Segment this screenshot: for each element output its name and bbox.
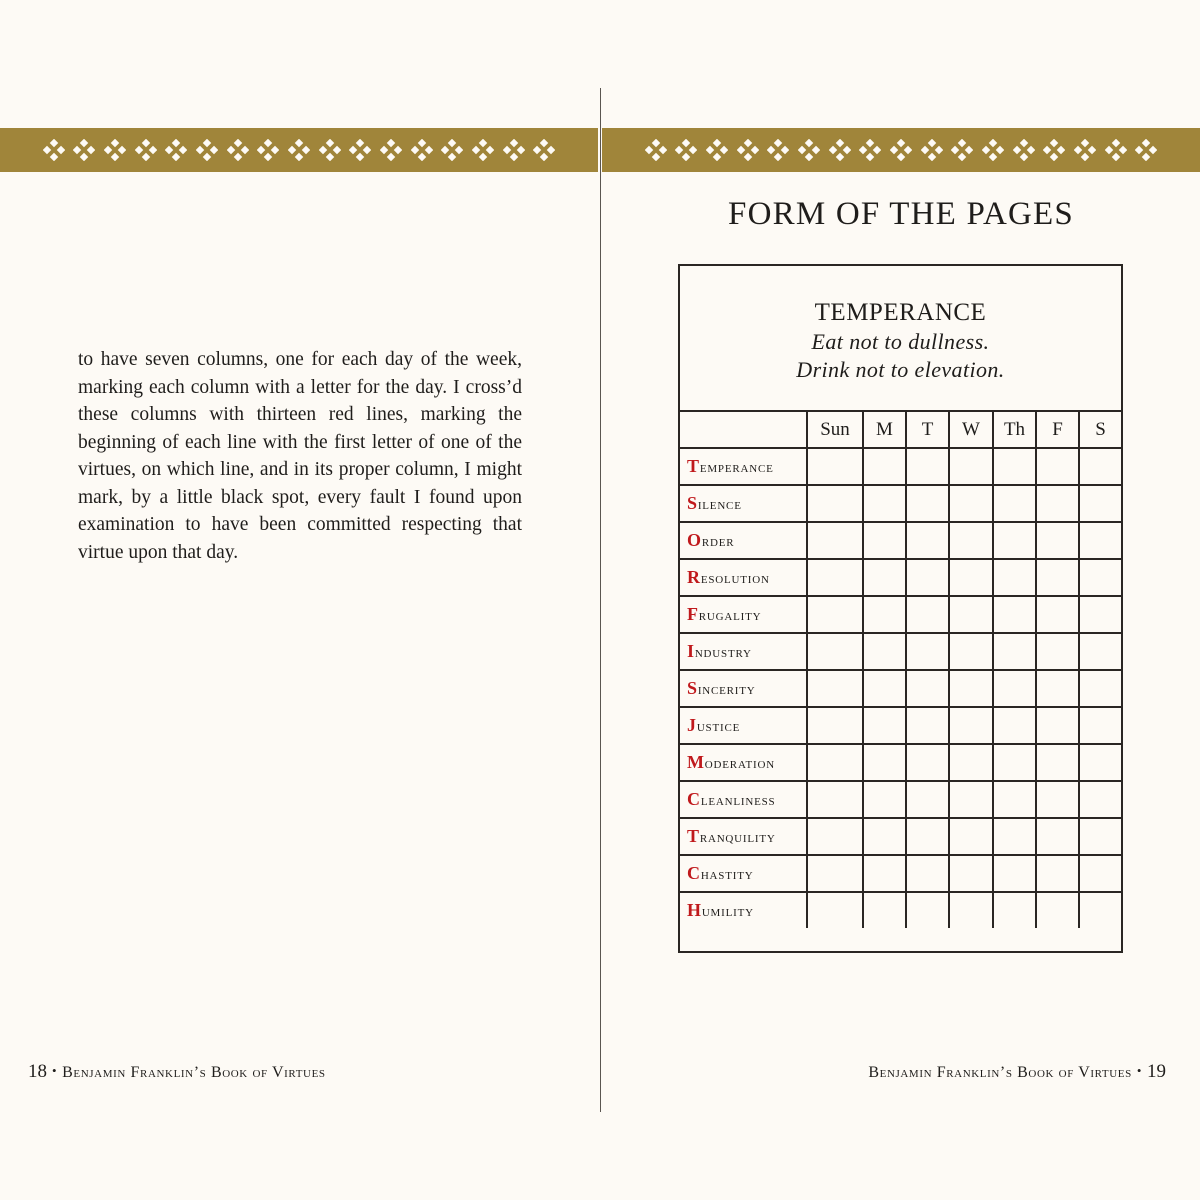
day-header: F <box>1036 412 1079 448</box>
day-header: W <box>949 412 993 448</box>
quatrefoil-diamond-icon <box>890 139 912 161</box>
quatrefoil-diamond-icon <box>73 139 95 161</box>
virtue-label <box>680 892 807 928</box>
virtue-name-rest: leanliness <box>700 792 776 809</box>
virtue-row <box>680 485 1121 522</box>
virtue-label <box>680 781 807 818</box>
mark-cell <box>993 670 1036 707</box>
mark-cell <box>906 485 949 522</box>
mark-cell <box>807 707 863 744</box>
mark-cell <box>993 818 1036 855</box>
mark-cell <box>1079 855 1121 892</box>
mark-cell <box>1036 559 1079 596</box>
mark-cell <box>906 781 949 818</box>
virtue-initial: J <box>687 715 697 735</box>
day-header: Sun <box>807 412 863 448</box>
quatrefoil-diamond-icon <box>675 139 697 161</box>
mark-cell <box>1036 448 1079 485</box>
virtue-initial: I <box>687 641 695 661</box>
mark-cell <box>906 448 949 485</box>
quatrefoil-diamond-icon <box>829 139 851 161</box>
mark-cell <box>1079 596 1121 633</box>
mark-cell <box>949 818 993 855</box>
virtue-row <box>680 707 1121 744</box>
mark-cell <box>1036 818 1079 855</box>
mark-cell <box>949 892 993 928</box>
ornament-band-left <box>0 128 598 172</box>
page-title: FORM OF THE PAGES <box>728 196 1074 232</box>
mark-cell <box>807 485 863 522</box>
virtue-initial: T <box>687 826 700 846</box>
virtue-initial: S <box>687 493 698 513</box>
mark-cell <box>993 559 1036 596</box>
mark-cell <box>1036 522 1079 559</box>
chart-heading-box <box>680 266 1121 412</box>
mark-cell <box>906 596 949 633</box>
virtue-initial: F <box>687 604 699 624</box>
running-title: Benjamin Franklin’s Book of Virtues <box>62 1064 326 1081</box>
ornament-band-right <box>602 128 1200 172</box>
mark-cell <box>807 855 863 892</box>
mark-cell <box>1079 448 1121 485</box>
virtue-initial: H <box>687 900 702 920</box>
quatrefoil-diamond-icon <box>257 139 279 161</box>
mark-cell <box>949 707 993 744</box>
virtue-name-rest: rder <box>701 533 735 550</box>
page-number: 19 <box>1147 1061 1166 1082</box>
mark-cell <box>949 559 993 596</box>
virtue-name-rest: rugality <box>698 607 762 624</box>
virtue-initial: O <box>687 530 702 550</box>
virtue-label <box>680 707 807 744</box>
quatrefoil-diamond-icon <box>104 139 126 161</box>
virtue-label <box>680 596 807 633</box>
virtue-initial: S <box>687 678 698 698</box>
virtue-initial: C <box>687 789 701 809</box>
mark-cell <box>906 559 949 596</box>
mark-cell <box>807 892 863 928</box>
quatrefoil-diamond-icon <box>43 139 65 161</box>
bullet-separator: • <box>52 1063 58 1078</box>
mark-cell <box>1036 485 1079 522</box>
mark-cell <box>993 781 1036 818</box>
quatrefoil-diamond-icon <box>349 139 371 161</box>
mark-cell <box>1079 485 1121 522</box>
mark-cell <box>906 707 949 744</box>
mark-cell <box>863 670 906 707</box>
mark-cell <box>993 448 1036 485</box>
mark-cell <box>863 707 906 744</box>
virtue-label <box>680 818 807 855</box>
virtue-row <box>680 818 1121 855</box>
mark-cell <box>863 448 906 485</box>
mark-cell <box>807 596 863 633</box>
body-paragraph: to have seven columns, one for each day of the week, marking each column with a letter for the day. I cross’d these columns with thirteen red lines, marking the beginning of each line with the first letter of one of the virtues, on which line, and in its proper column, I might mark, by a little black spot, every fault I found upon examination to have been committed respecting that virtue upon that day. <box>78 349 522 563</box>
quatrefoil-diamond-icon <box>441 139 463 161</box>
mark-cell <box>906 522 949 559</box>
corner-cell <box>680 412 807 448</box>
virtue-row <box>680 559 1121 596</box>
mark-cell <box>863 855 906 892</box>
mark-cell <box>949 855 993 892</box>
virtue-row <box>680 670 1121 707</box>
day-header: M <box>863 412 906 448</box>
mark-cell <box>807 448 863 485</box>
mark-cell <box>949 633 993 670</box>
mark-cell <box>993 633 1036 670</box>
mark-cell <box>807 522 863 559</box>
chart-motto-line: Drink not to elevation. <box>796 357 1005 382</box>
mark-cell <box>993 707 1036 744</box>
mark-cell <box>906 892 949 928</box>
virtue-label <box>680 744 807 781</box>
quatrefoil-diamond-icon <box>921 139 943 161</box>
virtue-label <box>680 670 807 707</box>
mark-cell <box>1079 559 1121 596</box>
mark-cell <box>993 855 1036 892</box>
mark-cell <box>1079 707 1121 744</box>
mark-cell <box>949 522 993 559</box>
mark-cell <box>949 670 993 707</box>
mark-cell <box>1036 633 1079 670</box>
quatrefoil-diamond-icon <box>645 139 667 161</box>
chart-heading: TEMPERANCE <box>814 299 987 326</box>
quatrefoil-diamond-icon <box>227 139 249 161</box>
mark-cell <box>807 818 863 855</box>
mark-cell <box>993 485 1036 522</box>
mark-cell <box>1036 596 1079 633</box>
day-header-row <box>680 412 1121 448</box>
quatrefoil-diamond-icon <box>472 139 494 161</box>
mark-cell <box>949 596 993 633</box>
mark-cell <box>863 781 906 818</box>
virtue-row <box>680 596 1121 633</box>
mark-cell <box>1079 670 1121 707</box>
mark-cell <box>906 744 949 781</box>
mark-cell <box>993 522 1036 559</box>
mark-cell <box>906 670 949 707</box>
mark-cell <box>1036 707 1079 744</box>
mark-cell <box>1036 855 1079 892</box>
quatrefoil-diamond-icon <box>165 139 187 161</box>
page-number: 18 <box>28 1061 47 1082</box>
mark-cell <box>863 596 906 633</box>
quatrefoil-diamond-icon <box>706 139 728 161</box>
mark-cell <box>949 448 993 485</box>
virtue-row <box>680 522 1121 559</box>
quatrefoil-diamond-icon <box>798 139 820 161</box>
footer-left <box>28 1061 326 1083</box>
chart-grid <box>680 412 1121 928</box>
virtue-name-rest: hastity <box>700 866 754 883</box>
mark-cell <box>863 744 906 781</box>
virtue-name-rest: ranquility <box>699 829 776 846</box>
quatrefoil-diamond-icon <box>982 139 1004 161</box>
virtue-initial: M <box>687 752 705 772</box>
quatrefoil-diamond-icon <box>380 139 402 161</box>
mark-cell <box>906 818 949 855</box>
mark-cell <box>993 744 1036 781</box>
quatrefoil-diamond-icon <box>319 139 341 161</box>
quatrefoil-diamond-icon <box>135 139 157 161</box>
mark-cell <box>863 522 906 559</box>
mark-cell <box>993 892 1036 928</box>
bullet-separator: • <box>1136 1063 1142 1078</box>
virtue-row <box>680 744 1121 781</box>
virtue-name-rest: ndustry <box>694 644 752 661</box>
virtue-row <box>680 855 1121 892</box>
virtue-name-rest: oderation <box>704 755 775 772</box>
mark-cell <box>906 633 949 670</box>
mark-cell <box>949 485 993 522</box>
footer-right <box>868 1061 1166 1083</box>
quatrefoil-diamond-icon <box>737 139 759 161</box>
virtue-label <box>680 522 807 559</box>
virtue-row <box>680 633 1121 670</box>
virtue-name-rest: esolution <box>700 570 770 587</box>
quatrefoil-diamond-icon <box>1013 139 1035 161</box>
virtue-name-rest: incerity <box>697 681 756 698</box>
running-title: Benjamin Franklin’s Book of Virtues <box>868 1064 1132 1081</box>
virtue-row <box>680 781 1121 818</box>
mark-cell <box>863 485 906 522</box>
mark-cell <box>807 559 863 596</box>
mark-cell <box>807 781 863 818</box>
mark-cell <box>949 744 993 781</box>
mark-cell <box>863 892 906 928</box>
mark-cell <box>1036 781 1079 818</box>
virtue-initial: C <box>687 863 701 883</box>
virtue-row <box>680 448 1121 485</box>
quatrefoil-diamond-icon <box>196 139 218 161</box>
mark-cell <box>1079 781 1121 818</box>
mark-cell <box>1036 670 1079 707</box>
mark-cell <box>807 744 863 781</box>
mark-cell <box>807 633 863 670</box>
mark-cell <box>1079 633 1121 670</box>
mark-cell <box>1079 522 1121 559</box>
quatrefoil-diamond-icon <box>1043 139 1065 161</box>
day-header: S <box>1079 412 1121 448</box>
virtue-initial: R <box>687 567 701 587</box>
virtue-chart <box>678 264 1123 953</box>
quatrefoil-diamond-icon <box>767 139 789 161</box>
quatrefoil-diamond-icon <box>503 139 525 161</box>
mark-cell <box>1079 744 1121 781</box>
virtue-name-rest: ilence <box>697 496 742 513</box>
virtue-name-rest: emperance <box>699 459 774 476</box>
mark-cell <box>1036 744 1079 781</box>
mark-cell <box>807 670 863 707</box>
mark-cell <box>1079 818 1121 855</box>
virtue-name-rest: ustice <box>696 718 741 735</box>
mark-cell <box>906 855 949 892</box>
virtue-initial: T <box>687 456 700 476</box>
mark-cell <box>1079 892 1121 928</box>
day-header: Th <box>993 412 1036 448</box>
quatrefoil-diamond-icon <box>1105 139 1127 161</box>
mark-cell <box>863 633 906 670</box>
quatrefoil-diamond-icon <box>951 139 973 161</box>
mark-cell <box>863 818 906 855</box>
day-header: T <box>906 412 949 448</box>
quatrefoil-diamond-icon <box>288 139 310 161</box>
virtue-label <box>680 559 807 596</box>
virtue-label <box>680 485 807 522</box>
chart-motto-line: Eat not to dullness. <box>811 329 990 354</box>
mark-cell <box>949 781 993 818</box>
book-spine <box>600 88 601 1112</box>
quatrefoil-diamond-icon <box>533 139 555 161</box>
quatrefoil-diamond-icon <box>1074 139 1096 161</box>
virtue-label <box>680 633 807 670</box>
virtue-label <box>680 855 807 892</box>
quatrefoil-diamond-icon <box>411 139 433 161</box>
quatrefoil-diamond-icon <box>859 139 881 161</box>
virtue-label <box>680 448 807 485</box>
mark-cell <box>1036 892 1079 928</box>
mark-cell <box>863 559 906 596</box>
virtue-name-rest: umility <box>701 903 754 920</box>
mark-cell <box>993 596 1036 633</box>
virtue-row <box>680 892 1121 928</box>
quatrefoil-diamond-icon <box>1135 139 1157 161</box>
